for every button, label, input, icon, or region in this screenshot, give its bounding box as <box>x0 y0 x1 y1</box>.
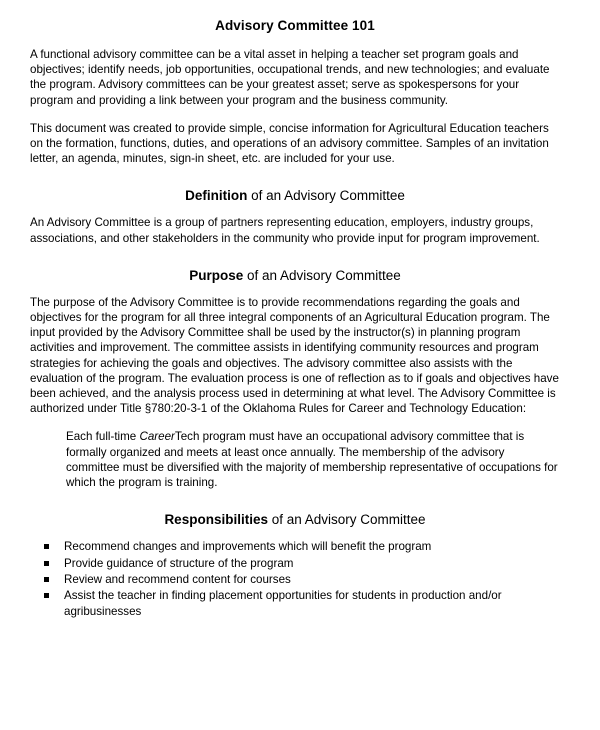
list-item <box>38 572 560 587</box>
section-heading-definition <box>30 188 560 203</box>
section-heading-responsibilities-strong: Responsibilities <box>164 512 268 528</box>
page-title: Advisory Committee 101 <box>215 18 375 33</box>
list-item <box>38 588 560 619</box>
intro-paragraph-2: This document was created to provide simple, concise information for Agricultural Education teachers on the formation, functions, duties, and operations of an advisory committee. Samples of an invitation letter, an agenda, minutes, sign-in sheet, etc. are included for your use. <box>30 121 549 166</box>
list-item-label: Recommend changes and improvements which will benefit the program <box>64 540 432 554</box>
intro-paragraph-1: A functional advisory committee can be a vital asset in helping a teacher set program goals and objectives; identify needs, job opportunities, occupational trends, and new technologies; and evaluate the program. Advisory committees can be your greatest asset; serve as spokespersons for your program and providing a link between your program and the business community. <box>30 48 550 107</box>
quote-text-italic: Career <box>139 430 175 444</box>
section-heading-purpose-rest: of an Advisory Committee <box>243 267 401 283</box>
section-heading-definition-strong: Definition <box>185 188 248 204</box>
list-item <box>38 556 560 571</box>
list-item-label: Provide guidance of structure of the program <box>64 556 294 570</box>
definition-paragraph: An Advisory Committee is a group of partners representing education, employers, industry groups, associations, and other stakeholders in the community who provide input for program improvement. <box>30 216 540 245</box>
list-item <box>38 539 560 554</box>
list-item-label: Review and recommend content for courses <box>64 573 291 587</box>
section-heading-responsibilities <box>30 512 560 527</box>
section-heading-definition-rest: of an Advisory Committee <box>247 188 405 204</box>
quote-text-after: Tech program must have an occupational advisory committee that is formally organized and meets at least once annually. The membership of the advisory committee must be diversified with the majority of membership representative of occupations for which the program is training. <box>66 430 558 490</box>
square-bullet-icon <box>44 593 49 598</box>
square-bullet-icon <box>44 561 49 566</box>
section-heading-responsibilities-rest: of an Advisory Committee <box>267 512 426 528</box>
square-bullet-icon <box>44 544 49 549</box>
responsibilities-list <box>30 539 560 619</box>
purpose-paragraph: The purpose of the Advisory Committee is to provide recommendations regarding the goals and objectives for the program for all three integral components of an Agricultural Education program. The input provided by the Advisory Committee shall be used by the instructor(s) in planning program activities and improvement. The committee assists in identifying community resources and program strategies for achieving the goals and objectives. The advisory committee also assists with the evaluation of the program. The evaluation process is one of reflection as to if goals and objectives have been achieved, and the analysis process used in determining at what level. The Advisory Committee is authorized under Title §780:20-3-1 of the Oklahoma Rules for Career and Technology Education: <box>30 295 559 416</box>
section-heading-purpose <box>30 268 560 283</box>
purpose-quote-block <box>30 429 560 490</box>
quote-text-before: Each full-time <box>66 430 140 444</box>
section-heading-purpose-strong: Purpose <box>189 267 244 283</box>
square-bullet-icon <box>44 577 49 582</box>
list-item-label: Assist the teacher in finding placement opportunities for students in production and/or agribusinesses <box>64 589 502 618</box>
